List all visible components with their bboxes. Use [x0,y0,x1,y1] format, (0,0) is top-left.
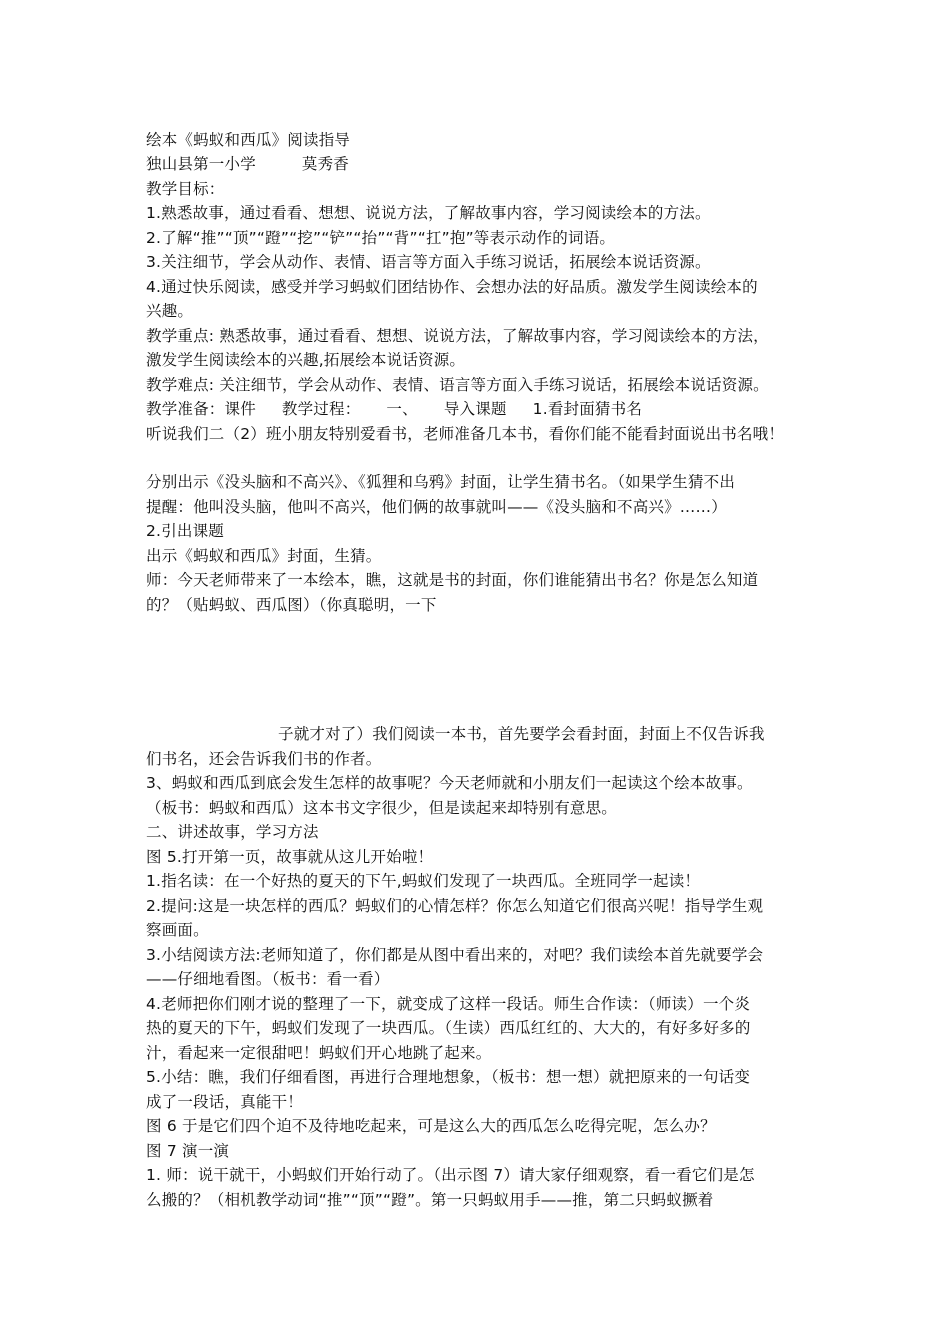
body-line: 热的夏天的下午，蚂蚁们发现了一块西瓜。（生读）西瓜红红的、大大的，有好多好多的 [146,1019,751,1037]
goal-line: 1.熟悉故事，通过看看、想想、说说方法，了解故事内容，学习阅读绘本的方法。 [146,204,711,222]
body-line: 1.指名读：在一个好热的夏天的下午,蚂蚁们发现了一块西瓜。全班同学一起读！ [146,872,701,890]
school-name: 独山县第一小学 [146,155,256,173]
body-line: 2.提问:这是一块怎样的西瓜？蚂蚁们的心情怎样？你怎么知道它们很高兴呢！指导学生观 [146,897,764,915]
body-line: 么搬的？（相机教学动词“推”“顶”“蹬”。第一只蚂蚁用手——推，第二只蚂蚁撅着 [146,1191,714,1209]
goal-line: 兴趣。 [146,302,194,320]
body-line: 们书名，还会告诉我们书的作者。 [146,750,382,768]
body-line: 出示《蚂蚁和西瓜》封面，生猜。 [146,547,382,565]
author-name: 莫秀香 [301,155,350,173]
byline [146,152,349,176]
difficulty-line: 教学难点: 关注细节，学会从动作、表情、语言等方面入手练习说话，拓展绘本说话资源。 [146,376,769,394]
key-points-line: 教学重点: 熟悉故事，通过看看、想想、说说方法，了解故事内容，学习阅读绘本的方法， [146,327,769,345]
step-label: 1.看封面猜书名 [532,400,643,418]
doc-title: 绘本《蚂蚁和西瓜》阅读指导 [146,131,351,149]
body-line: 3、蚂蚁和西瓜到底会发生怎样的故事呢？今天老师就和小朋友们一起读这个绘本故事。 [146,774,753,792]
section-number: 一、 [386,400,418,418]
body-line: 2.引出课题 [146,522,224,540]
body-line: 提醒：他叫没头脑，他叫不高兴，他们俩的故事就叫——《没头脑和不高兴》……） [146,498,727,516]
body-line: 1. 师：说干就干，小蚂蚁们开始行动了。（出示图 7）请大家仔细观察，看一看它们是怎 [146,1166,755,1184]
prep-line [146,397,642,421]
prep-label: 教学准备：课件 [146,400,256,418]
process-label: 教学过程： [281,400,361,418]
body-line: 3.小结阅读方法:老师知道了，你们都是从图中看出来的，对吧？我们读绘本首先就要学会 [146,946,764,964]
goals-heading: 教学目标： [146,180,225,198]
body-line: 师：今天老师带来了一本绘本，瞧，这就是书的封面，你们谁能猜出书名？你是怎么知道 [146,571,759,589]
body-line: 图 5.打开第一页，故事就从这儿开始啦！ [146,848,434,866]
body-line: 4.老师把你们刚才说的整理了一下，就变成了这样一段话。师生合作读：（师读）一个炎 [146,995,751,1013]
section-heading: 二、讲述故事，学习方法 [146,823,319,841]
body-line: ——仔细地看图。（板书：看一看） [146,970,390,988]
body-line: （板书：蚂蚁和西瓜）这本书文字很少，但是读起来却特别有意思。 [146,799,618,817]
section-title: 导入课题 [443,400,507,418]
body-line: 汁，看起来一定很甜吧！蚂蚁们开心地跳了起来。 [146,1044,492,1062]
goal-line: 3.关注细节，学会从动作、表情、语言等方面入手练习说话，拓展绘本说话资源。 [146,253,711,271]
body-line: 图 7 演一演 [146,1142,230,1160]
key-points-line: 激发学生阅读绘本的兴趣,拓展绘本说话资源。 [146,351,466,369]
body-line: 听说我们二（2）班小朋友特别爱看书，老师准备几本书，看你们能不能看封面说出书名哦！ [146,425,785,443]
body-line: 察画面。 [146,921,209,939]
body-line: 分别出示《没头脑和不高兴》、《狐狸和乌鸦》封面，让学生猜书名。（如果学生猜不出 [146,473,736,491]
body-line: 的？（贴蚂蚁、西瓜图）（你真聪明，一下 [146,596,437,614]
body-line: 子就才对了）我们阅读一本书，首先要学会看封面，封面上不仅告诉我 [278,725,765,743]
goal-line: 4.通过快乐阅读，感受并学习蚂蚁们团结协作、会想办法的好品质。激发学生阅读绘本的 [146,278,758,296]
goal-line: 2.了解“推”“顶”“蹬”“挖”“铲”“抬”“背”“扛”抱”等表示动作的词语。 [146,229,616,247]
body-line: 成了一段话，真能干！ [146,1093,304,1111]
body-line: 5.小结：瞧，我们仔细看图，再进行合理地想象，（板书：想一想）就把原来的一句话变 [146,1068,751,1086]
body-line: 图 6 于是它们四个迫不及待地吃起来，可是这么大的西瓜怎么吃得完呢，怎么办？ [146,1117,716,1135]
